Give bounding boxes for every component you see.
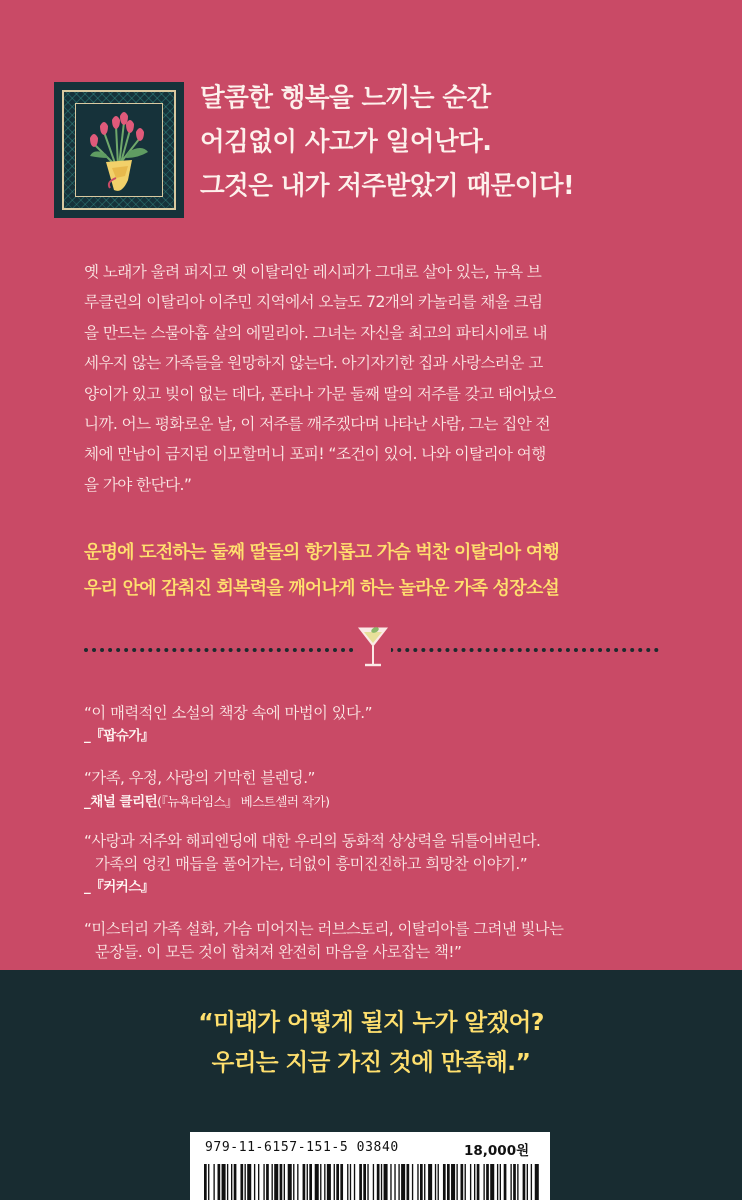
barcode-bar (490, 1164, 494, 1200)
barcode-bar (527, 1164, 528, 1200)
review-quote: “이 매력적인 소설의 책장 속에 마법이 있다.” (84, 704, 373, 722)
barcode-bar (218, 1164, 221, 1200)
closing-quote (0, 1002, 742, 1082)
barcode-bar (483, 1164, 484, 1200)
synopsis-line: 을 만드는 스물아홉 살의 에밀리아. 그녀는 자신을 최고의 파티시에로 내 (84, 323, 548, 342)
review-item (84, 918, 684, 964)
barcode-bar (324, 1164, 325, 1200)
barcode-bar (231, 1164, 232, 1200)
barcode-bar (443, 1164, 446, 1200)
barcode-bar (288, 1164, 292, 1200)
barcode-bar (347, 1164, 348, 1200)
synopsis-line: 을 가야 한단다.” (84, 475, 192, 494)
barcode-bar (359, 1164, 362, 1200)
barcode-bar (234, 1164, 237, 1200)
barcode-bar (510, 1164, 511, 1200)
barcode (204, 1164, 539, 1200)
barcode-bar (381, 1164, 382, 1200)
barcode-bar (272, 1164, 273, 1200)
tagline-line: 우리 안에 감춰진 회복력을 깨어나게 하는 놀라운 가족 성장소설 (84, 578, 560, 599)
tulip-bouquet-emblem (54, 82, 184, 218)
cocktail-glass-icon (355, 620, 391, 672)
headline-line: 그것은 내가 저주받았기 때문이다! (200, 171, 575, 201)
barcode-bar (500, 1164, 501, 1200)
barcode-bar (336, 1164, 339, 1200)
barcode-bar (320, 1164, 321, 1200)
barcode-bar (447, 1164, 450, 1200)
barcode-bar (284, 1164, 285, 1200)
barcode-bar (470, 1164, 471, 1200)
review-source: _『커커스』 (84, 879, 154, 895)
barcode-bar (258, 1164, 259, 1200)
barcode-bar (456, 1164, 457, 1200)
barcode-bar (208, 1164, 209, 1200)
barcode-bar (535, 1164, 539, 1200)
review-quote: “사랑과 저주와 해피엔딩에 대한 우리의 동화적 상상력을 뒤틀어버린다. (84, 832, 541, 850)
barcode-bar (309, 1164, 312, 1200)
barcode-bar (390, 1164, 391, 1200)
barcode-bar (293, 1164, 294, 1200)
barcode-bar (435, 1164, 436, 1200)
barcode-bar (424, 1164, 425, 1200)
barcode-bar (428, 1164, 432, 1200)
barcode-bar (334, 1164, 335, 1200)
barcode-bar (461, 1164, 464, 1200)
barcode-bar (401, 1164, 405, 1200)
barcode-bar (373, 1164, 374, 1200)
review-quote: “미스터리 가족 설화, 가슴 미어지는 러브스토리, 이탈리아를 그려낸 빛나는 (84, 920, 564, 938)
review-source: _『팝슈가』 (84, 728, 154, 744)
barcode-bar (486, 1164, 489, 1200)
barcode-bar (504, 1164, 507, 1200)
barcode-bar (354, 1164, 355, 1200)
closing-quote-line: “미래가 어떻게 될지 누가 알겠어? (198, 1008, 544, 1036)
barcode-bar (363, 1164, 366, 1200)
tagline (84, 535, 684, 607)
barcode-bar (303, 1164, 306, 1200)
barcode-bar (254, 1164, 255, 1200)
barcode-bar (523, 1164, 526, 1200)
review-item (84, 830, 684, 899)
barcode-bar (517, 1164, 518, 1200)
barcode-bar (451, 1164, 455, 1200)
barcode-bar (420, 1164, 423, 1200)
tulip-bouquet-icon (76, 104, 162, 196)
barcode-bar (377, 1164, 380, 1200)
barcode-bar (398, 1164, 399, 1200)
barcode-bar (477, 1164, 480, 1200)
review-item (84, 702, 684, 748)
barcode-bar (513, 1164, 516, 1200)
barcode-bar (340, 1164, 343, 1200)
headline (200, 76, 574, 208)
barcode-bar (263, 1164, 264, 1200)
barcode-bar (204, 1164, 207, 1200)
barcode-bar (384, 1164, 388, 1200)
synopsis-line: 니까. 어느 평화로운 날, 이 저주를 깨주겠다며 나타난 사람, 그는 집안 전 (84, 415, 550, 434)
synopsis-line: 체에 만남이 금지된 이모할머니 포피! “조건이 있어. 나와 이탈리아 여행 (84, 445, 546, 464)
closing-quote-line: 우리는 지금 가진 것에 만족해.” (211, 1048, 531, 1076)
barcode-bar (407, 1164, 410, 1200)
barcode-bar (417, 1164, 418, 1200)
review-quote-cont: 문장들. 이 모든 것이 합쳐져 완전히 마음을 사로잡는 책!” (95, 943, 462, 961)
isbn-text: 979-11-6157-151-5 03840 (205, 1140, 399, 1155)
barcode-bar (245, 1164, 246, 1200)
barcode-bar (307, 1164, 308, 1200)
barcode-bar (327, 1164, 331, 1200)
synopsis-line: 옛 노래가 울려 퍼지고 옛 이탈리안 레시피가 그대로 살아 있는, 뉴욕 브 (84, 263, 542, 281)
barcode-bar (315, 1164, 319, 1200)
synopsis-line: 세우지 않는 가족들을 원망하지 않는다. 아기자기한 집과 사랑스러운 고 (84, 354, 543, 373)
review-item (84, 767, 684, 814)
review-source-note: (『뉴욕타임스』 베스트셀러 작가) (157, 794, 330, 809)
barcode-bar (531, 1164, 532, 1200)
barcode-bar (274, 1164, 278, 1200)
barcode-bar (412, 1164, 413, 1200)
review-quote: “가족, 우정, 사랑의 기막힌 블렌딩.” (84, 769, 315, 787)
barcode-bar (280, 1164, 283, 1200)
headline-line: 어김없이 사고가 일어난다. (200, 127, 492, 157)
barcode-bar (465, 1164, 466, 1200)
barcode-bar (213, 1164, 214, 1200)
barcode-bar (394, 1164, 395, 1200)
headline-line: 달콤한 행복을 느끼는 순간 (200, 83, 491, 113)
barcode-bar (222, 1164, 226, 1200)
barcode-bar (438, 1164, 439, 1200)
barcode-bar (367, 1164, 368, 1200)
synopsis-line: 루클린의 이탈리아 이주민 지역에서 오늘도 72개의 카놀리를 채울 크림 (84, 293, 543, 312)
review-quote-cont: 가족의 엉킨 매듭을 풀어가는, 더없이 흥미진진하고 희망찬 이야기.” (95, 855, 528, 873)
barcode-box (190, 1132, 550, 1200)
price-text: 18,000원 (464, 1143, 530, 1159)
tagline-line: 운명에 도전하는 둘째 딸들의 향기롭고 가슴 벅찬 이탈리아 여행 (84, 542, 560, 563)
barcode-bar (240, 1164, 243, 1200)
review-source: _채널 클리턴(『뉴욕타임스』 베스트셀러 작가) (84, 794, 330, 810)
barcode-bar (247, 1164, 251, 1200)
barcode-bar (350, 1164, 351, 1200)
barcode-bar (297, 1164, 298, 1200)
synopsis-line: 양이가 있고 빚이 없는 데다, 폰타나 가문 둘째 딸의 저주를 갖고 태어났으 (84, 384, 556, 403)
barcode-bar (474, 1164, 475, 1200)
synopsis (84, 257, 664, 500)
barcode-bar (266, 1164, 269, 1200)
barcode-bar (497, 1164, 498, 1200)
barcode-bar (227, 1164, 228, 1200)
